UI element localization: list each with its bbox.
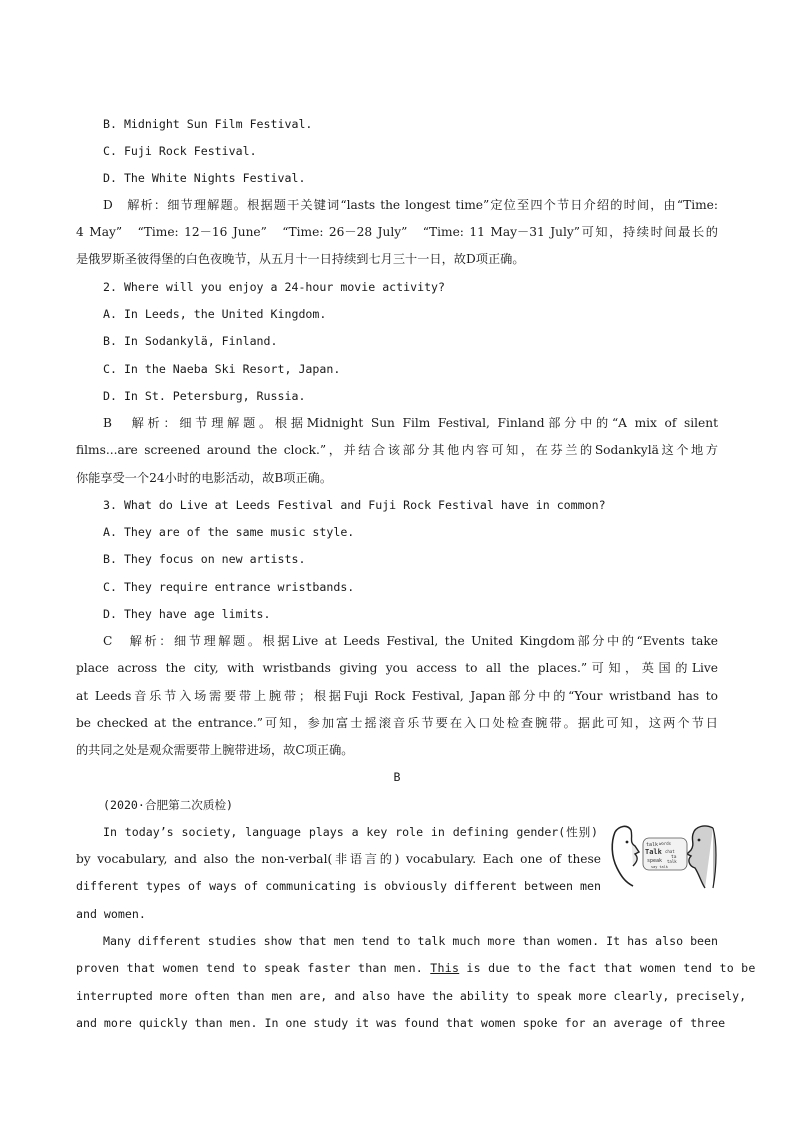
para2-line-2-end: is due to the fact that women tend to be [459, 961, 756, 975]
svg-text:talk: talk [667, 859, 677, 864]
q1-option-c: C. Fuji Rock Festival. [103, 144, 257, 158]
underlined-word-this: This [430, 961, 460, 975]
para1-line-1: In today’s society, language plays a key role in defining gender(性别) [103, 825, 598, 839]
q1-explanation-line-2: 4 May” “Time: 12－16 June” “Time: 26－28 July” “Time: 11 May－31 July”可知，持续时间最长的 [76, 225, 718, 239]
svg-text:speak: speak [647, 858, 663, 864]
section-heading: B [393, 770, 401, 784]
q3-option-a: A. They are of the same music style. [103, 525, 355, 539]
q3-option-c: C. They require entrance wristbands. [103, 580, 355, 594]
q3-explanation-line-4: be checked at the entrance.”可知，参加富士摇滚音乐节要在入口处检查腕带。据此可知，这两个节日 [76, 716, 718, 730]
q2-option-b: B. In Sodankylä, Finland. [103, 334, 278, 348]
q2-question: 2. Where will you enjoy a 24-hour movie activity? [103, 280, 446, 294]
para2-line-4: and more quickly than men. In one study it was found that women spoke for an average of three [76, 1016, 726, 1030]
para2-line-1: Many different studies show that men tend to talk much more than women. It has also been [103, 934, 718, 948]
q3-explanation-line-2: place across the city, with wristbands giving you access to all the places.”可知，英国的Live [76, 661, 718, 675]
q3-explanation-line-1: C 解析：细节理解题。根据Live at Leeds Festival, the United Kingdom部分中的“Events take [103, 634, 718, 648]
q2-option-a: A. In Leeds, the United Kingdom. [103, 307, 327, 321]
q3-explanation-line-5: 的共同之处是观众需要带上腕带进场，故C项正确。 [76, 743, 354, 757]
para1-line-2: by vocabulary, and also the non-verbal(非语言的) vocabulary. Each one of these [76, 852, 601, 866]
q2-option-d: D. In St. Petersburg, Russia. [103, 389, 306, 403]
q2-explanation-line-2: films...are screened around the clock.”，并结合该部分其他内容可知，在芬兰的Sodankylä这个地方 [76, 443, 718, 457]
q1-option-d: D. The White Nights Festival. [103, 171, 306, 185]
svg-text:talk: talk [646, 842, 659, 848]
q2-option-c: C. In the Naeba Ski Resort, Japan. [103, 362, 341, 376]
q3-explanation-line-3: at Leeds音乐节入场需要带上腕带；根据Fuji Rock Festival, Japan部分中的“Your wristband has to [76, 689, 718, 703]
q1-explanation-line-3: 是俄罗斯圣彼得堡的白色夜晚节，从五月十一日持续到七月三十一日，故D项正确。 [76, 252, 525, 266]
talking-faces-illustration [609, 822, 719, 892]
svg-text:Talk: Talk [645, 848, 662, 856]
para1-line-4: and women. [76, 907, 146, 921]
para2-line-2-start: proven that women tend to speak faster than men. [76, 961, 431, 975]
para1-line-3: different types of ways of communicating is obviously different between men [76, 879, 601, 893]
q1-option-b: B. Midnight Sun Film Festival. [103, 117, 313, 131]
q3-option-b: B. They focus on new artists. [103, 552, 306, 566]
q3-question: 3. What do Live at Leeds Festival and Fuji Rock Festival have in common? [103, 498, 606, 512]
q1-explanation-line-1: D 解析：细节理解题。根据题干关键词“lasts the longest time”定位至四个节日介绍的时间，由“Time: [103, 198, 718, 212]
svg-text:say talk: say talk [651, 865, 668, 869]
para2-line-3: interrupted more often than men are, and also have the ability to speak more clearly, precisely, [76, 989, 747, 1003]
svg-text:words: words [659, 841, 672, 846]
svg-text:chat: chat [665, 849, 675, 854]
q2-explanation-line-3: 你能享受一个24小时的电影活动，故B项正确。 [76, 471, 333, 485]
passage-source: (2020·合肥第二次质检) [103, 798, 234, 812]
q2-explanation-line-1: B 解析：细节理解题。根据Midnight Sun Film Festival, Finland部分中的“A mix of silent [103, 416, 718, 430]
q3-option-d: D. They have age limits. [103, 607, 271, 621]
svg-text:ta: ta [671, 855, 677, 860]
para2-line-2 [76, 960, 756, 976]
